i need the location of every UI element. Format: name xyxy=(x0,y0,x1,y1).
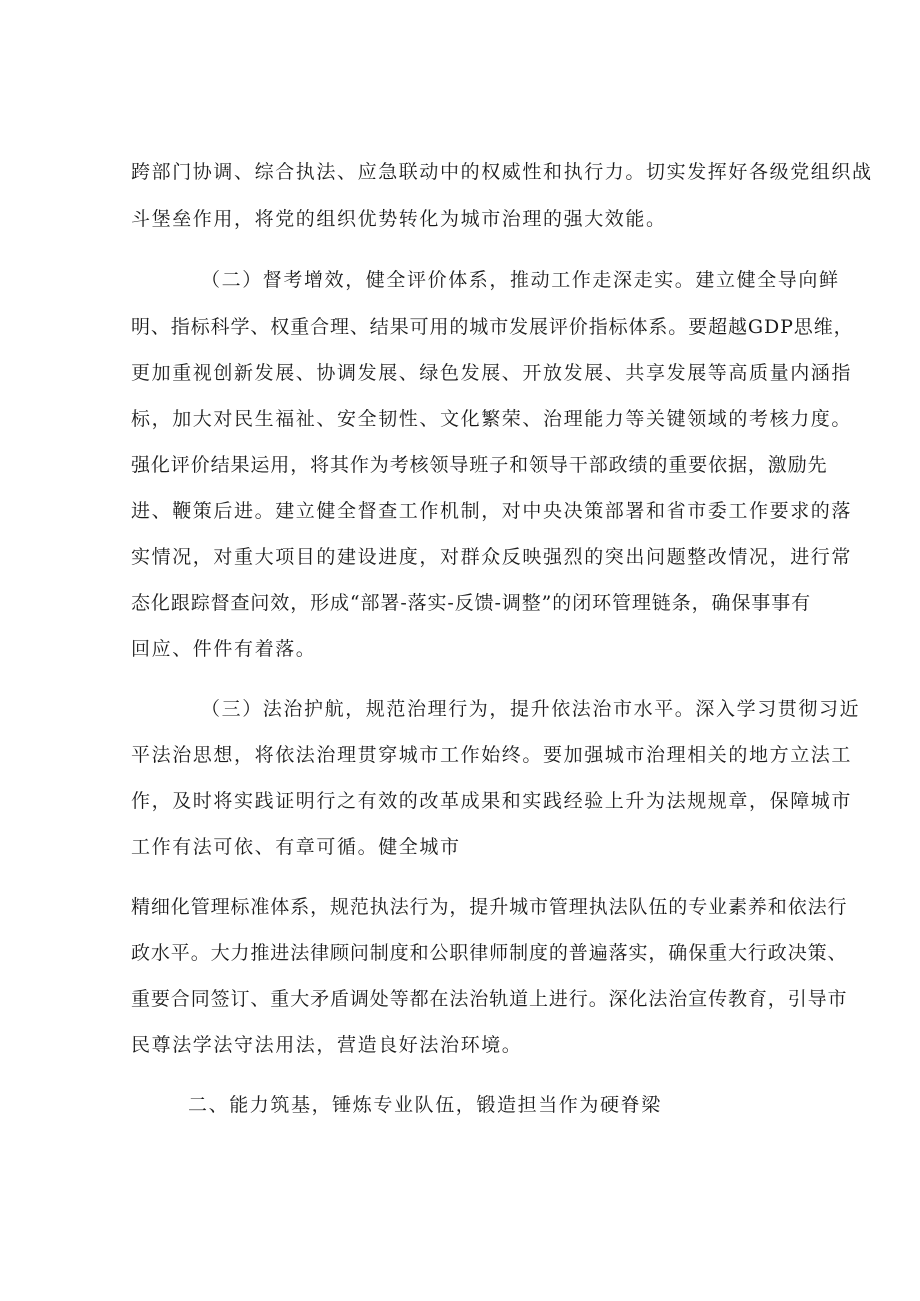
paragraph-line: 强化评价结果运用，将其作为考核领导班子和领导干部政绩的重要依据，激励先 xyxy=(131,454,828,476)
paragraph-line: 更加重视创新发展、协调发展、绿色发展、开放发展、共享发展等高质量内涵指 xyxy=(131,362,853,384)
paragraph-line: 斗堡垒作用，将党的组织优势转化为城市治理的强大效能。 xyxy=(131,208,667,230)
section-heading: 二、能力筑基，锤炼专业队伍，锻造担当作为硬脊梁 xyxy=(188,1094,662,1116)
paragraph-line: 作，及时将实践证明行之有效的改革成果和实践经验上升为法规规章，保障城市 xyxy=(131,790,853,812)
paragraph-line: 回应、件件有着落。 xyxy=(131,638,317,660)
paragraph-line: 平法治思想，将依法治理贯穿城市工作始终。要加强城市治理相关的地方立法工 xyxy=(131,744,853,766)
paragraph-line: 态化跟踪督查问效，形成“部署-落实-反馈-调整”的闭环管理链条，确保事事有 xyxy=(131,592,811,614)
paragraph-line: 跨部门协调、综合执法、应急联动中的权威性和执行力。切实发挥好各级党组织战 xyxy=(131,161,873,183)
paragraph-line: 明、指标科学、权重合理、结果可用的城市发展评价指标体系。要超越GDP思维， xyxy=(131,316,854,338)
paragraph-line: 重要合同签订、重大矛盾调处等都在法治轨道上进行。深化法治宣传教育，引导市 xyxy=(131,988,848,1010)
paragraph-line: 标，加大对民生福祉、安全韧性、文化繁荣、治理能力等关键领域的考核力度。 xyxy=(131,408,853,430)
paragraph-line: 政水平。大力推进法律顾问制度和公职律师制度的普遍落实，确保重大行政决策、 xyxy=(131,942,848,964)
paragraph-line: 工作有法可依、有章可循。健全城市 xyxy=(131,836,461,858)
paragraph-line: 实情况，对重大项目的建设进度，对群众反映强烈的突出问题整改情况，进行常 xyxy=(131,546,853,568)
paragraph-line: （三）法治护航，规范治理行为，提升依法治市水平。深入学习贯彻习近 xyxy=(201,698,861,720)
paragraph-line: 进、鞭策后进。建立健全督查工作机制，对中央决策部署和省市委工作要求的落 xyxy=(131,500,853,522)
paragraph-line: 精细化管理标准体系，规范执法行为，提升城市管理执法队伍的专业素养和依法行 xyxy=(131,896,848,918)
paragraph-line: 民尊法学法守法用法，营造良好法治环境。 xyxy=(131,1034,523,1056)
paragraph-line: （二）督考增效，健全评价体系，推动工作走深走实。建立健全导向鲜 xyxy=(201,269,840,291)
